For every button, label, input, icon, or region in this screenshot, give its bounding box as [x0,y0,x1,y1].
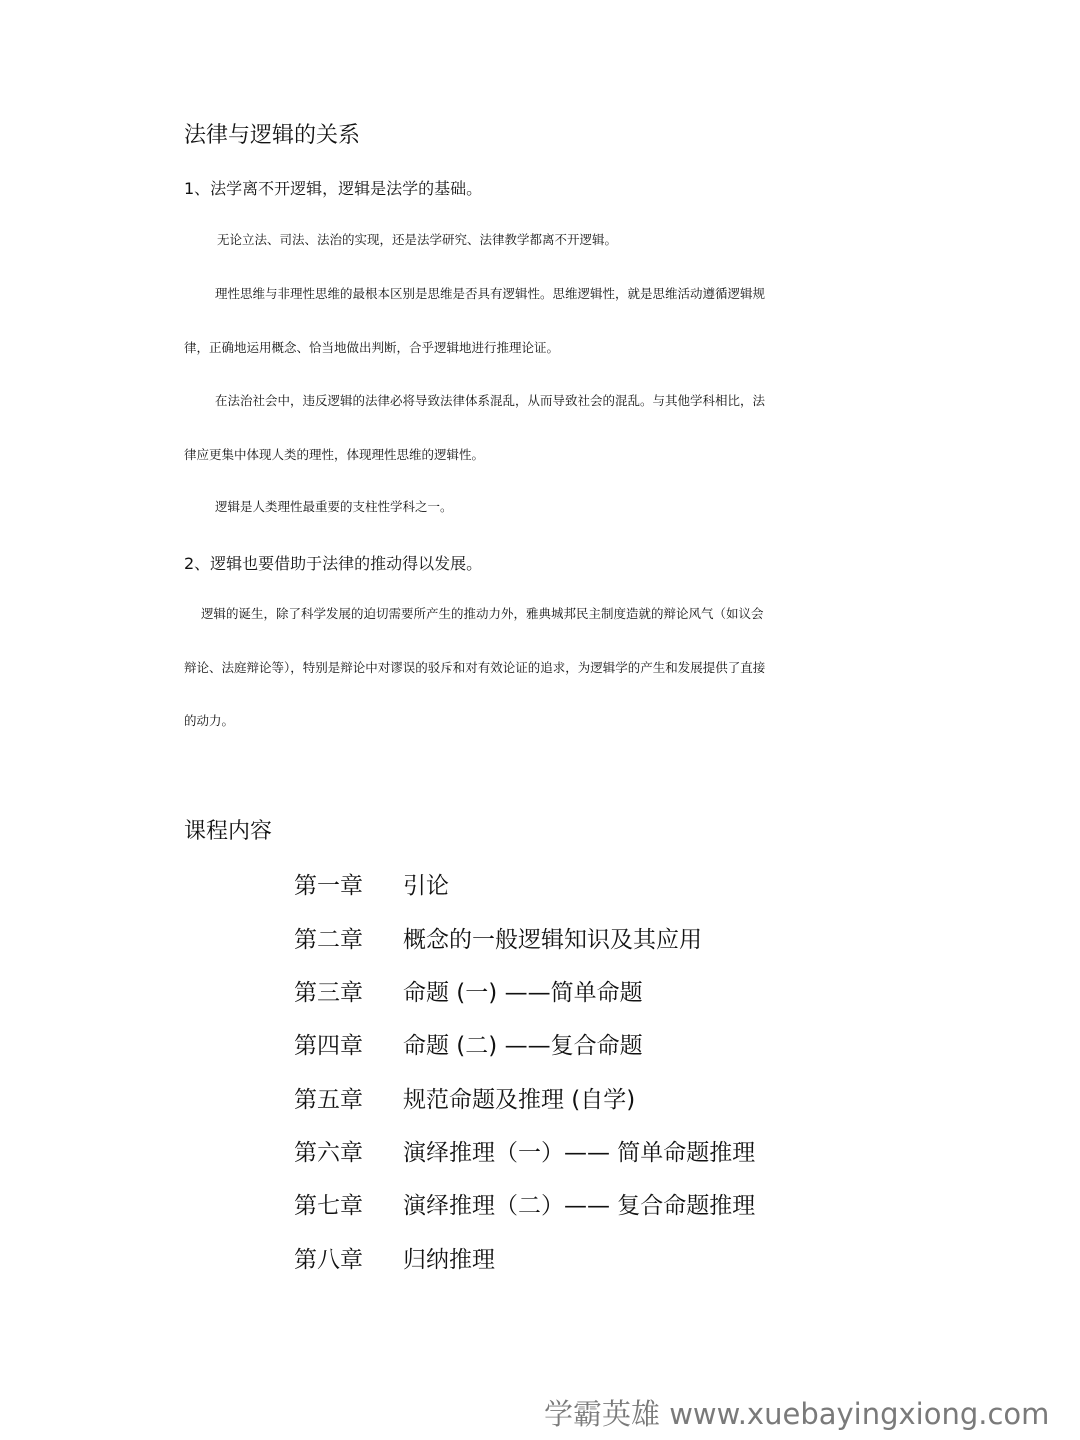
paragraph-line: 理性思维与非理性思维的最根本区别是思维是否具有逻辑性。思维逻辑性，就是思维活动遵循逻辑规 [215,286,766,301]
paragraph-line: 律，正确地运用概念、恰当地做出判断，合乎逻辑地进行推理论证。 [184,340,560,355]
chapter-title: 命题 (二) ——复合命题 [403,1033,643,1059]
paragraph-line: 逻辑的诞生，除了科学发展的迫切需要所产生的推动力外，雅典城邦民主制度造就的辩论风气（如议会 [201,606,764,621]
chapter-number: 第二章 [294,927,363,953]
chapter-number: 第八章 [294,1247,363,1273]
chapter-number: 第七章 [294,1193,363,1219]
chapter-number: 第三章 [294,980,363,1006]
chapter-title: 引论 [403,873,449,899]
chapter-title: 归纳推理 [403,1247,495,1273]
chapter-title: 演绎推理（二）—— 复合命题推理 [403,1193,756,1219]
point1-heading: 1、法学离不开逻辑，逻辑是法学的基础。 [184,179,483,198]
paragraph-line: 辩论、法庭辩论等），特别是辩论中对谬误的驳斥和对有效论证的追求，为逻辑学的产生和发展提供了直接 [184,660,766,675]
chapter-title: 命题 (一) ——简单命题 [403,980,643,1006]
paragraph-line: 无论立法、司法、法治的实现，还是法学研究、法律教学都离不开逻辑。 [217,232,618,247]
point2-heading: 2、逻辑也要借助于法律的推动得以发展。 [184,554,483,573]
chapter-title: 规范命题及推理 (自学) [403,1087,636,1113]
course-content-title: 课程内容 [184,819,273,844]
chapter-title: 概念的一般逻辑知识及其应用 [403,927,702,953]
chapter-number: 第五章 [294,1087,363,1113]
section-title: 法律与逻辑的关系 [184,123,361,148]
chapter-number: 第四章 [294,1033,363,1059]
paragraph-line: 的动力。 [184,713,235,728]
chapter-title: 演绎推理（一）—— 简单命题推理 [403,1140,756,1166]
watermark: 学霸英雄 www.xuebayingxiong.com [544,1397,1050,1431]
paragraph-line: 逻辑是人类理性最重要的支柱性学科之一。 [215,499,453,514]
chapter-number: 第六章 [294,1140,363,1166]
paragraph-line: 在法治社会中，违反逻辑的法律必将导致法律体系混乱，从而导致社会的混乱。与其他学科相比，法 [215,393,766,408]
paragraph-line: 律应更集中体现人类的理性，体现理性思维的逻辑性。 [184,447,485,462]
chapter-number: 第一章 [294,873,363,899]
